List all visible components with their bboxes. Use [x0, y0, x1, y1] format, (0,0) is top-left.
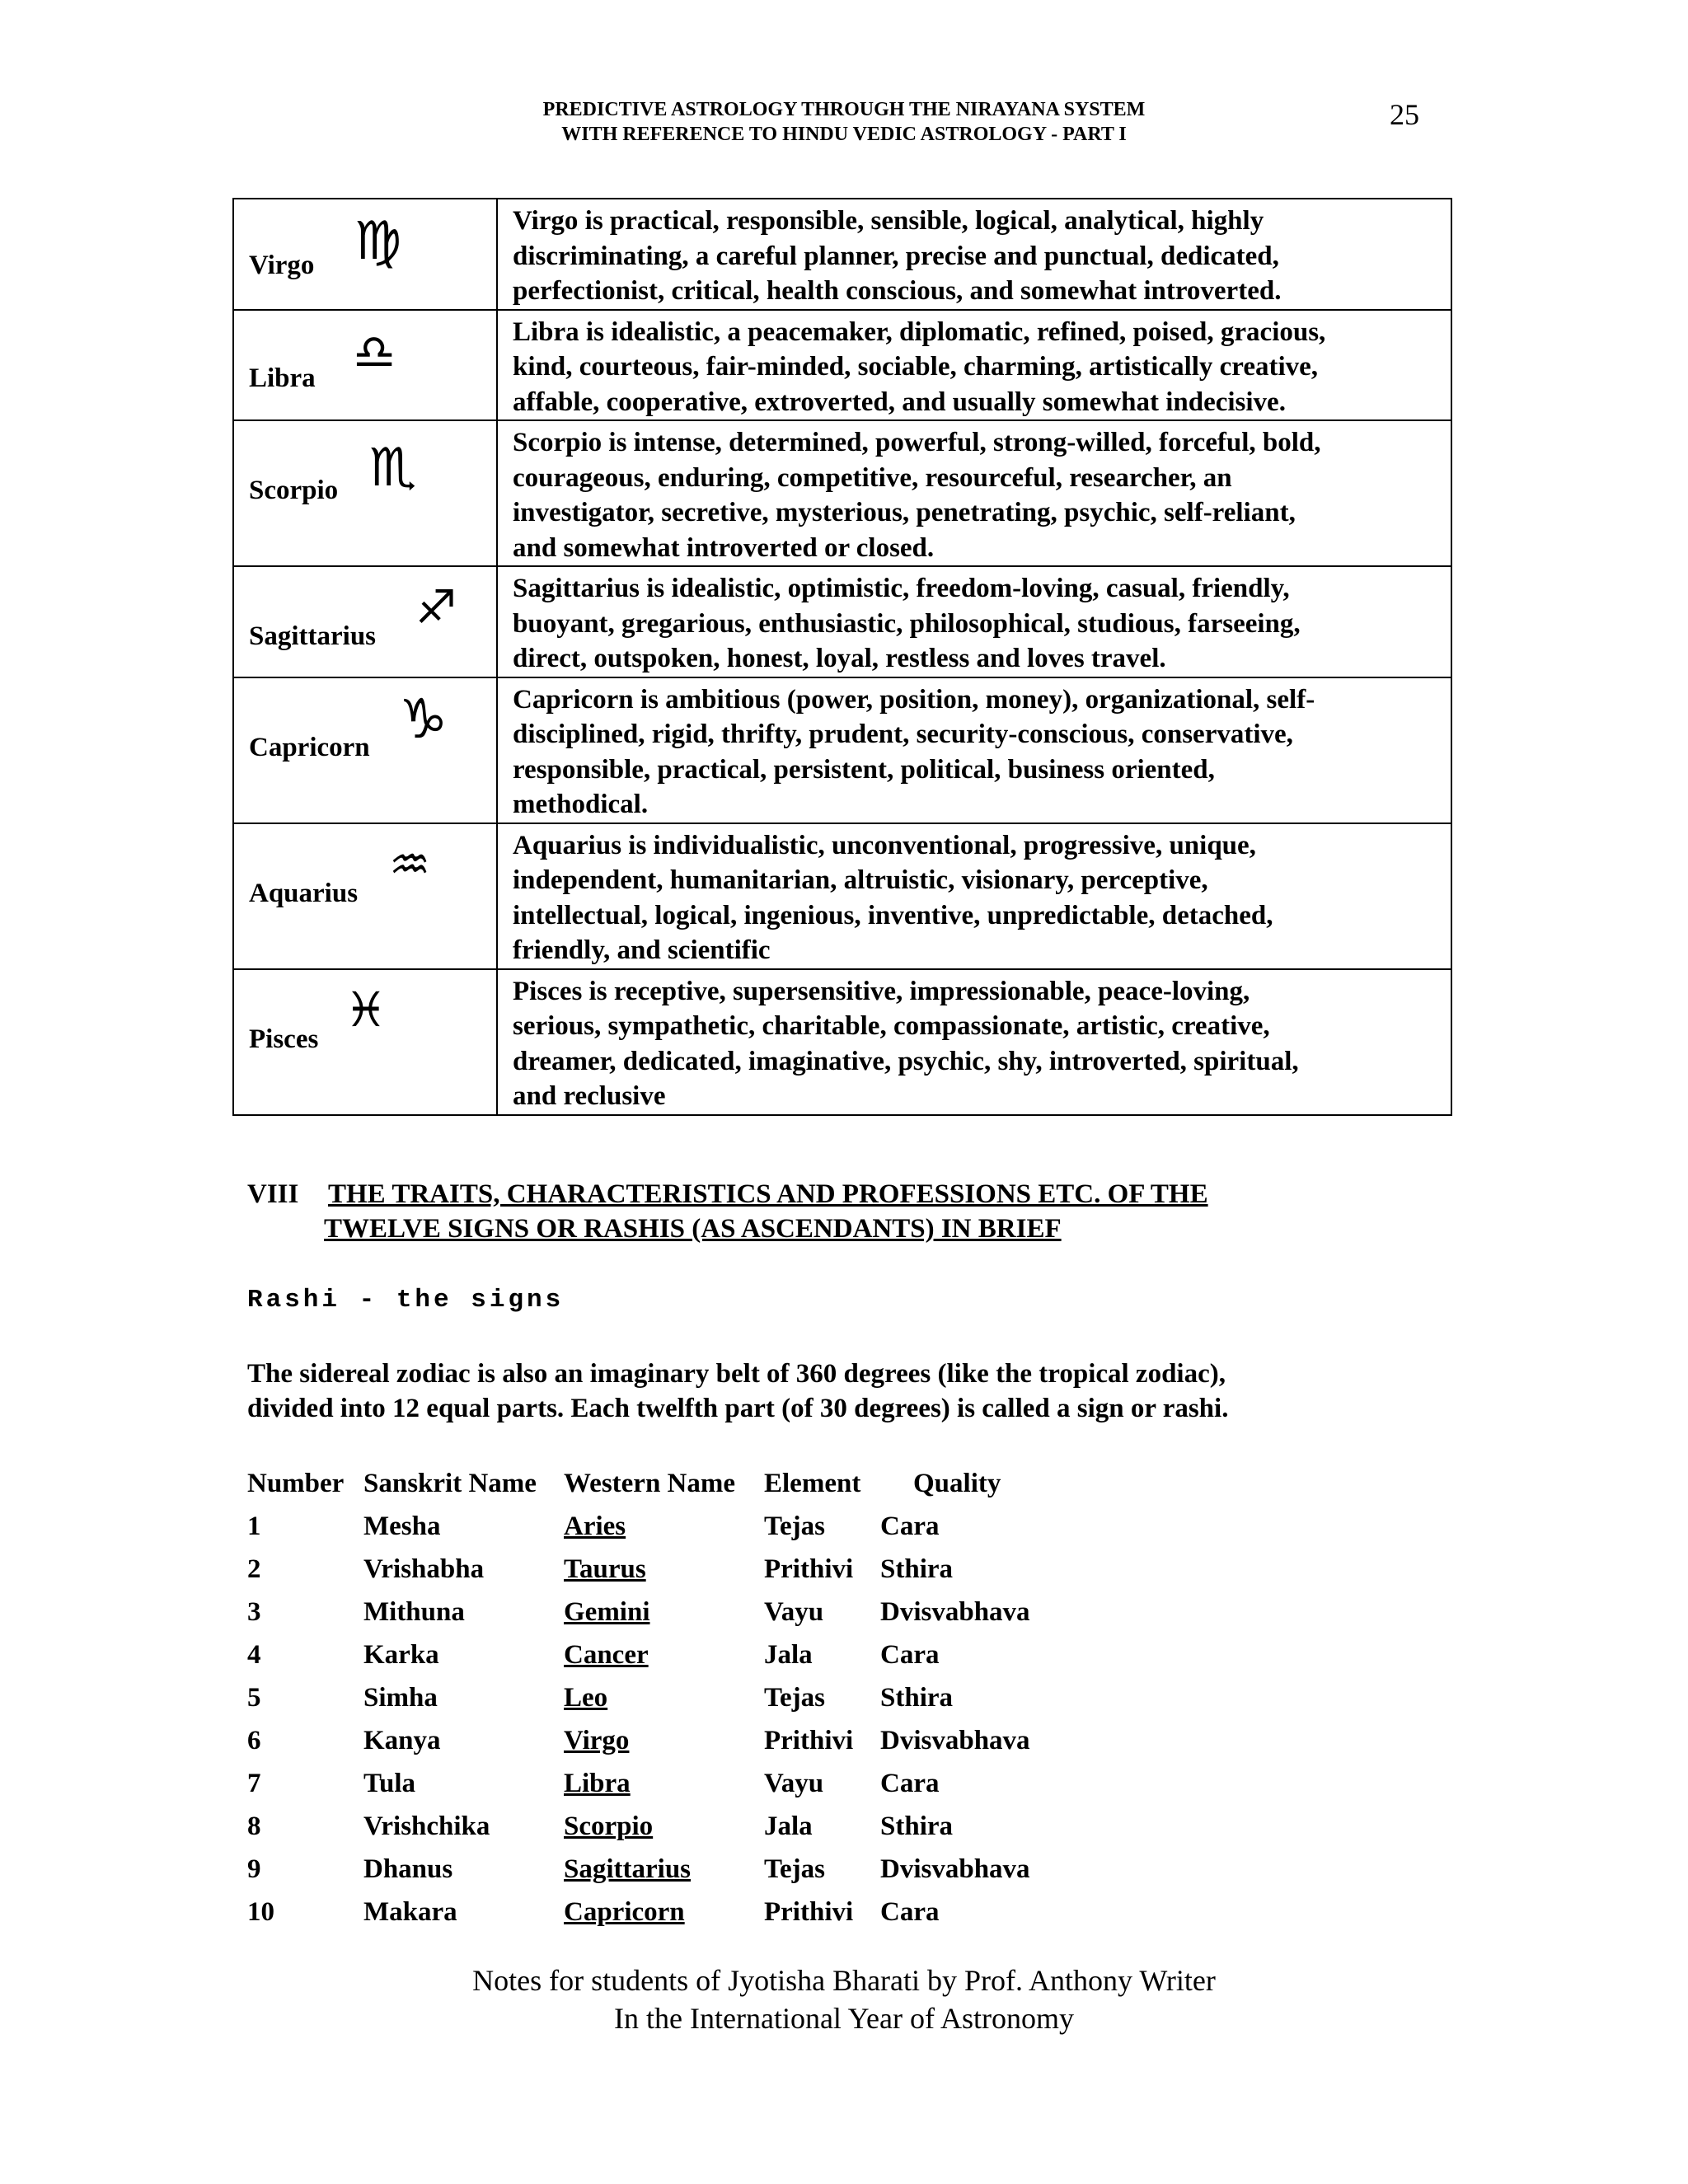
- rashi-element: Vayu: [764, 1769, 824, 1798]
- rashi-western-name: Gemini: [564, 1597, 650, 1627]
- sign-name: Capricorn: [249, 732, 370, 762]
- rashi-element: Vayu: [764, 1597, 824, 1627]
- running-header: [0, 97, 1688, 147]
- page-number: 25: [1390, 98, 1419, 131]
- footer-line-1: Notes for students of Jyotisha Bharati by Prof. Anthony Writer: [472, 1964, 1216, 1997]
- rashi-number: 7: [247, 1769, 261, 1798]
- rashi-western-name: Capricorn: [564, 1897, 685, 1927]
- sign-name-cell: [233, 969, 497, 1115]
- rashi-quality: Cara: [880, 1897, 940, 1927]
- rashi-sanskrit-name: Mesha: [363, 1511, 441, 1541]
- rashi-quality: Cara: [880, 1640, 940, 1670]
- rashi-number: 6: [247, 1726, 261, 1755]
- svg-text:♎: ♎: [353, 325, 396, 378]
- aquarius-icon: [387, 839, 448, 896]
- rashi-quality: Dvisvabhava: [880, 1854, 1030, 1884]
- rashi-sanskrit-name: Kanya: [363, 1726, 441, 1755]
- svg-text:♏: ♏: [369, 438, 417, 497]
- pisces-icon: [343, 982, 396, 1042]
- rashi-western-name: Cancer: [564, 1640, 649, 1670]
- sagittarius-icon: [414, 580, 467, 637]
- rashi-sanskrit-name: Mithuna: [363, 1597, 465, 1627]
- libra-icon: [351, 326, 404, 382]
- table-row: [233, 420, 1451, 566]
- rashi-western-name: Scorpio: [564, 1811, 654, 1841]
- rashi-western-name: Leo: [564, 1683, 608, 1713]
- rashi-quality: Dvisvabhava: [880, 1597, 1030, 1627]
- page-footer: [0, 1961, 1688, 2037]
- sign-name-cell: [233, 677, 497, 823]
- sign-name: Virgo: [249, 251, 315, 280]
- rashi-number: 10: [247, 1897, 274, 1927]
- capricorn-icon: [397, 687, 463, 757]
- sign-description: Scorpio is intense, determined, powerful, strong-willed, forceful, bold, courageous, enduring, competitive, resourceful, researcher, an investigator, secretive, mysterious, penetrating, psychic, self-reliant, and somewhat introverted or closed.: [497, 420, 1451, 566]
- sign-name-cell: [233, 823, 497, 969]
- sign-name-cell: [233, 310, 497, 421]
- rashi-western-name: Libra: [564, 1769, 631, 1798]
- rashi-quality: Sthira: [880, 1811, 954, 1841]
- sign-name-cell: [233, 566, 497, 677]
- table-row: [233, 969, 1451, 1115]
- sign-name: Sagittarius: [249, 621, 377, 651]
- rashi-quality: Sthira: [880, 1683, 954, 1713]
- table-row: [233, 823, 1451, 969]
- rashi-quality: Dvisvabhava: [880, 1726, 1030, 1755]
- sign-description: Libra is idealistic, a peacemaker, diplomatic, refined, poised, gracious, kind, courteous, fair-minded, sociable, charming, artistically creative, affable, cooperative, extroverted, and usually somewhat indecisive.: [497, 310, 1451, 421]
- rashi-number: 8: [247, 1811, 261, 1841]
- rashi-element: Tejas: [764, 1683, 825, 1713]
- intro-line: divided into 12 equal parts. Each twelfth part (of 30 degrees) is called a sign or rashi.: [247, 1394, 1229, 1423]
- col-header-quality: Quality: [913, 1469, 1001, 1498]
- rashi-sanskrit-name: Karka: [363, 1640, 439, 1670]
- footer-line-2: In the International Year of Astronomy: [614, 2002, 1074, 2035]
- svg-text:♑: ♑: [399, 687, 448, 751]
- intro-paragraph: [247, 1357, 1228, 1426]
- rashi-element: Jala: [764, 1811, 813, 1841]
- sign-description: Pisces is receptive, supersensitive, impressionable, peace-loving, serious, sympathetic, charitable, compassionate, artistic, creative, dreamer, dedicated, imaginative, psychic, shy, introverted, spiritual, and reclusive: [497, 969, 1451, 1115]
- col-header-sanskrit: Sanskrit Name: [363, 1469, 537, 1498]
- rashi-number: 5: [247, 1683, 261, 1713]
- intro-line: The sidereal zodiac is also an imaginary belt of 360 degrees (like the tropical zodiac),: [247, 1359, 1226, 1389]
- header-line-2: WITH REFERENCE TO HINDU VEDIC ASTROLOGY - PART I: [561, 124, 1127, 145]
- rashi-western-name: Virgo: [564, 1726, 630, 1755]
- rashi-quality: Cara: [880, 1769, 940, 1798]
- rashi-western-name: Aries: [564, 1511, 626, 1541]
- scorpio-icon: [368, 436, 425, 501]
- header-line-1: PREDICTIVE ASTROLOGY THROUGH THE NIRAYANA SYSTEM: [542, 99, 1146, 120]
- table-row: [233, 310, 1451, 421]
- sign-name: Scorpio: [249, 476, 339, 505]
- rashi-number: 1: [247, 1511, 261, 1541]
- sign-description: Virgo is practical, responsible, sensible, logical, analytical, highly discriminating, a careful planner, precise and punctual, dedicated, perfectionist, critical, health conscious, and somewhat introverted.: [497, 199, 1451, 310]
- rashi-number: 9: [247, 1854, 261, 1884]
- rashi-western-name: Taurus: [564, 1554, 646, 1584]
- rashi-sanskrit-name: Tula: [363, 1769, 416, 1798]
- rashi-sanskrit-name: Vrishabha: [363, 1554, 485, 1584]
- col-header-western: Western Name: [564, 1469, 736, 1498]
- sign-description: Capricorn is ambitious (power, position, money), organizational, self- disciplined, rigid, thrifty, prudent, security-conscious, conservative, responsible, practical, persistent, political, business oriented, methodical.: [497, 677, 1451, 823]
- section-title-line-2: TWELVE SIGNS OR RASHIS (AS ASCENDANTS) IN BRIEF: [324, 1214, 1062, 1244]
- rashi-number: 4: [247, 1640, 261, 1670]
- rashi-western-name: Sagittarius: [564, 1854, 692, 1884]
- rashi-element: Jala: [764, 1640, 813, 1670]
- rashi-number: 2: [247, 1554, 261, 1584]
- sign-name-cell: [233, 420, 497, 566]
- rashi-element: Tejas: [764, 1511, 825, 1541]
- rashi-element: Prithivi: [764, 1726, 854, 1755]
- sign-description: Aquarius is individualistic, unconventional, progressive, unique, independent, humanitarian, altruistic, visionary, perceptive, intellectual, logical, ingenious, inventive, unpredictable, detached, friendly, and scientific: [497, 823, 1451, 969]
- svg-text:♒: ♒: [389, 838, 431, 892]
- sign-traits-table: [232, 198, 1452, 1116]
- virgo-icon: [353, 211, 406, 274]
- sign-name: Pisces: [249, 1024, 319, 1054]
- sign-name-cell: [233, 199, 497, 310]
- svg-text:♐: ♐: [415, 581, 457, 633]
- rashi-sanskrit-name: Vrishchika: [363, 1811, 490, 1841]
- rashi-element: Prithivi: [764, 1554, 854, 1584]
- col-header-element: Element: [764, 1469, 861, 1498]
- rashi-sanskrit-name: Dhanus: [363, 1854, 453, 1884]
- table-row: [233, 566, 1451, 677]
- subheading: Rashi - the signs: [247, 1286, 565, 1315]
- table-row: [233, 677, 1451, 823]
- rashi-number: 3: [247, 1597, 261, 1627]
- rashi-quality: Cara: [880, 1511, 940, 1541]
- rashi-sanskrit-name: Simha: [363, 1683, 438, 1713]
- table-row: [233, 199, 1451, 310]
- svg-text:♍: ♍: [354, 211, 402, 270]
- rashi-element: Prithivi: [764, 1897, 854, 1927]
- sign-description: Sagittarius is idealistic, optimistic, freedom-loving, casual, friendly, buoyant, gregarious, enthusiastic, philosophical, studious, farseeing, direct, outspoken, honest, loyal, restless and loves travel.: [497, 566, 1451, 677]
- section-number: VIII: [247, 1179, 299, 1209]
- sign-name: Libra: [249, 363, 316, 393]
- rashi-quality: Sthira: [880, 1554, 954, 1584]
- section-title-line-1: THE TRAITS, CHARACTERISTICS AND PROFESSIONS ETC. OF THE: [328, 1179, 1208, 1209]
- col-header-number: Number: [247, 1469, 345, 1498]
- svg-text:♓: ♓: [345, 981, 387, 1038]
- rashi-sanskrit-name: Makara: [363, 1897, 457, 1927]
- sign-name: Aquarius: [249, 878, 359, 908]
- rashi-element: Tejas: [764, 1854, 825, 1884]
